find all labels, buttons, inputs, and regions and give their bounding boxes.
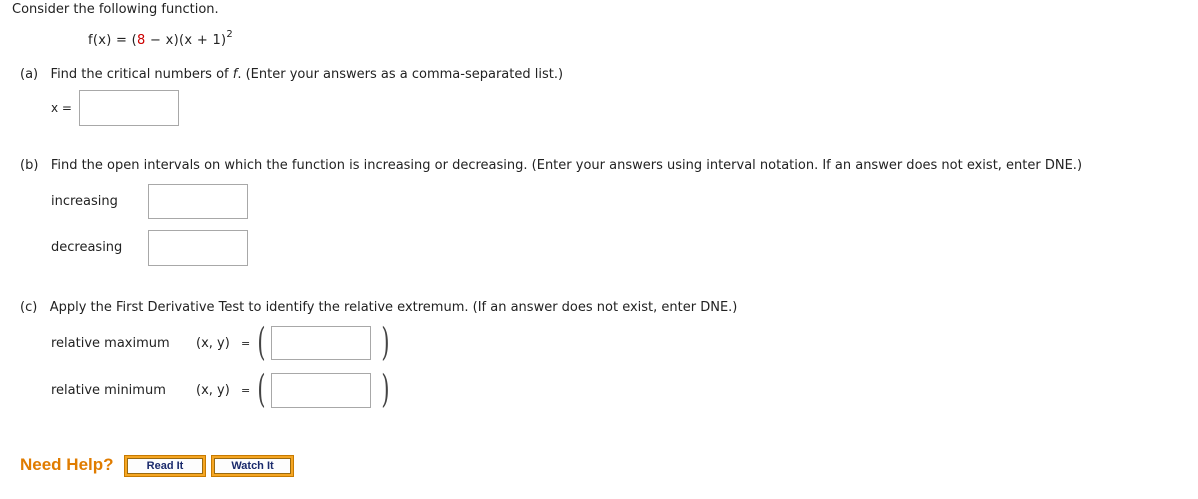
max-xy-label: (x, y) xyxy=(196,336,230,351)
part-a-prompt xyxy=(20,67,563,82)
function-expression xyxy=(88,28,234,48)
read-it-label: Read It xyxy=(127,458,203,474)
max-close-paren-icon: ) xyxy=(381,320,390,364)
decreasing-label: decreasing xyxy=(51,240,123,255)
part-c-text: Apply the First Derivative Test to identify the relative extremum. (If an answer does not exist, enter DNE.) xyxy=(49,300,738,315)
read-it-button[interactable] xyxy=(124,455,206,477)
part-a-var: f xyxy=(232,67,238,82)
min-close-paren-icon: ) xyxy=(381,367,390,411)
critical-numbers-input[interactable] xyxy=(79,90,179,126)
relative-maximum-label: relative maximum xyxy=(51,336,170,351)
part-c-label: (c) xyxy=(20,300,38,315)
function-coefficient: 8 xyxy=(137,33,146,48)
relative-minimum-input[interactable] xyxy=(271,373,371,408)
part-a-label: (a) xyxy=(20,67,39,82)
increasing-label: increasing xyxy=(51,194,118,209)
part-c-prompt xyxy=(20,300,737,315)
function-open-paren: ( xyxy=(131,33,138,48)
function-lhs: f(x) = xyxy=(88,33,132,48)
increasing-input[interactable] xyxy=(148,184,248,219)
max-equals: = xyxy=(241,337,251,350)
function-rest: − x)(x + 1) xyxy=(145,33,227,48)
watch-it-button[interactable] xyxy=(211,455,294,477)
part-a-text2: . (Enter your answers as a comma-separated list.) xyxy=(237,67,564,82)
part-b-label: (b) xyxy=(20,158,39,173)
min-xy-label: (x, y) xyxy=(196,383,230,398)
intro-text: Consider the following function. xyxy=(12,2,219,17)
function-exponent: 2 xyxy=(226,28,234,40)
relative-minimum-label: relative minimum xyxy=(51,383,166,398)
part-b-text: Find the open intervals on which the function is increasing or decreasing. (Enter your answers using interval notation. If an answer does not exist, enter DNE.) xyxy=(50,158,1083,173)
watch-it-label: Watch It xyxy=(214,458,291,474)
x-label: x = xyxy=(51,101,72,115)
part-a-text: Find the critical numbers of xyxy=(50,67,233,82)
min-equals: = xyxy=(241,384,251,397)
need-help-label: Need Help? xyxy=(20,455,114,474)
decreasing-input[interactable] xyxy=(148,230,248,266)
min-open-paren-icon: ( xyxy=(257,367,266,411)
relative-maximum-input[interactable] xyxy=(271,326,371,360)
part-b-prompt xyxy=(20,158,1082,173)
max-open-paren-icon: ( xyxy=(257,320,266,364)
